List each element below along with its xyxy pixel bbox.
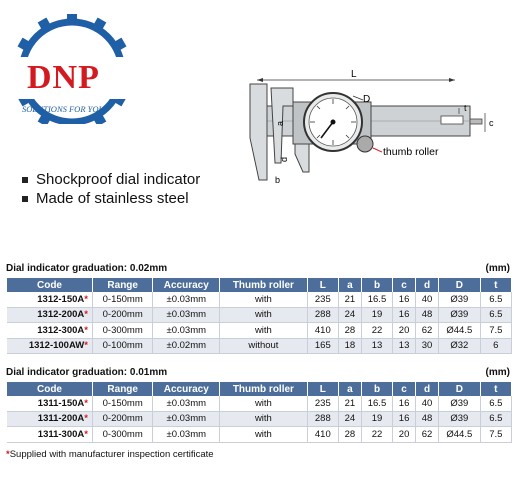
header-cell: b (361, 382, 392, 396)
star-mark: * (6, 449, 10, 460)
bullet-icon (22, 177, 28, 183)
table-header-row (7, 382, 512, 396)
table-cell: ±0.03mm (153, 323, 220, 339)
table-row (7, 411, 512, 427)
dimension-label-t: t (464, 103, 467, 113)
feature-text: Shockproof dial indicator (36, 171, 201, 188)
footnote-text: Supplied with manufacturer inspection certificate (9, 449, 214, 460)
footnote (6, 449, 214, 460)
table-unit: (mm) (485, 263, 510, 274)
table-cell: ±0.02mm (153, 338, 220, 354)
table-cell: 0-150mm (92, 292, 152, 307)
table-cell: 6.5 (480, 396, 511, 411)
table-cell: 16 (393, 411, 416, 427)
table-cell: 6.5 (480, 411, 511, 427)
table-cell: 20 (393, 427, 416, 443)
table-cell: 48 (416, 411, 439, 427)
spec-table-001 (7, 382, 512, 443)
table-cell: 0-300mm (92, 323, 152, 339)
table-cell: with (220, 292, 308, 307)
code-cell: 1311-200A* (7, 411, 92, 427)
header-cell: b (361, 278, 392, 292)
table-row (7, 323, 512, 339)
header-cell: Code (7, 278, 92, 292)
table-cell: 16 (393, 292, 416, 307)
table-cell: with (220, 411, 308, 427)
dimension-label-c: c (489, 118, 494, 128)
table-cell: ±0.03mm (153, 292, 220, 307)
table-cell: Ø44.5 (438, 323, 480, 339)
table-cell: with (220, 323, 308, 339)
table-cell: 6 (480, 338, 511, 354)
table-row (7, 307, 512, 323)
dimension-label-L: L (351, 69, 357, 80)
dimension-label-a: a (275, 120, 285, 126)
header-cell: d (416, 382, 439, 396)
table-cell: 28 (338, 427, 361, 443)
header-cell: c (393, 278, 416, 292)
table-cell: 28 (338, 323, 361, 339)
table-cell: with (220, 396, 308, 411)
table-cell: 40 (416, 292, 439, 307)
code-cell: 1312-300A* (7, 323, 92, 339)
table-cell: 410 (307, 323, 338, 339)
table-cell: ±0.03mm (153, 411, 220, 427)
table-cell: 62 (416, 427, 439, 443)
table-title: Dial indicator graduation: 0.01mm (6, 367, 168, 378)
table-cell: 20 (393, 323, 416, 339)
table-cell: 165 (307, 338, 338, 354)
table-cell: 0-100mm (92, 338, 152, 354)
table-row (7, 292, 512, 307)
code-cell: 1311-300A* (7, 427, 92, 443)
code-cell: 1312-100AW* (7, 338, 92, 354)
table-cell: with (220, 307, 308, 323)
table-cell: 0-300mm (92, 427, 152, 443)
table-cell: 288 (307, 307, 338, 323)
header-cell: a (338, 382, 361, 396)
table-cell: 40 (416, 396, 439, 411)
table-cell: Ø32 (438, 338, 480, 354)
star-mark: * (84, 413, 88, 425)
star-mark: * (84, 324, 88, 336)
header-cell: d (416, 278, 439, 292)
table-cell: 62 (416, 323, 439, 339)
code-cell: 1312-200A* (7, 307, 92, 323)
feature-item (20, 170, 200, 189)
spec-table-002 (7, 278, 512, 354)
dnp-logo (2, 14, 142, 124)
feature-list (20, 170, 200, 208)
table-cell: 21 (338, 396, 361, 411)
table-cell: 13 (361, 338, 392, 354)
header-cell: Range (92, 278, 152, 292)
table-cell: 16.5 (361, 292, 392, 307)
table-cell: 0-200mm (92, 411, 152, 427)
table-cell: 24 (338, 307, 361, 323)
code-cell: 1312-150A* (7, 292, 92, 307)
table-cell: without (220, 338, 308, 354)
table-cell: 48 (416, 307, 439, 323)
table-row (7, 427, 512, 443)
table-cell: Ø39 (438, 411, 480, 427)
header-cell: L (307, 382, 338, 396)
header-cell: Accuracy (153, 382, 220, 396)
table-cell: 19 (361, 411, 392, 427)
table-unit: (mm) (485, 367, 510, 378)
table-title: Dial indicator graduation: 0.02mm (6, 263, 168, 274)
dimension-label-b: b (275, 175, 281, 185)
table-cell: ±0.03mm (153, 307, 220, 323)
table-cell: 22 (361, 323, 392, 339)
table-cell: 16.5 (361, 396, 392, 411)
table-cell: ±0.03mm (153, 427, 220, 443)
header-cell: t (480, 278, 511, 292)
table-cell: 24 (338, 411, 361, 427)
table-cell: 0-200mm (92, 307, 152, 323)
table-cell: 19 (361, 307, 392, 323)
table-cell: 235 (307, 292, 338, 307)
table-cell: 16 (393, 307, 416, 323)
table-cell: 30 (416, 338, 439, 354)
code-cell: 1311-150A* (7, 396, 92, 411)
header-cell: D (438, 278, 480, 292)
table-cell: Ø39 (438, 292, 480, 307)
header-cell: Range (92, 382, 152, 396)
table-cell: 6.5 (480, 292, 511, 307)
table-cell: Ø39 (438, 307, 480, 323)
header-cell: Accuracy (153, 278, 220, 292)
table-cell: 288 (307, 411, 338, 427)
table-row (7, 338, 512, 354)
star-mark: * (84, 293, 88, 305)
table-cell: 6.5 (480, 307, 511, 323)
table-cell: 13 (393, 338, 416, 354)
header-cell: Thumb roller (220, 382, 308, 396)
table-cell: Ø39 (438, 396, 480, 411)
header-cell: Thumb roller (220, 278, 308, 292)
table-cell: 16 (393, 396, 416, 411)
dimension-label-D: D (363, 94, 371, 105)
feature-item (20, 189, 200, 208)
table-cell: 7.5 (480, 427, 511, 443)
header-cell: a (338, 278, 361, 292)
logo-text: DNP (27, 59, 100, 96)
bullet-icon (22, 196, 28, 202)
caliper-drawing (245, 68, 513, 186)
dimension-label-d: d (279, 156, 289, 162)
table-cell: 7.5 (480, 323, 511, 339)
star-mark: * (84, 397, 88, 409)
table-cell: 410 (307, 427, 338, 443)
header-cell: Code (7, 382, 92, 396)
table-header-row (7, 278, 512, 292)
table-cell: 21 (338, 292, 361, 307)
header-cell: L (307, 278, 338, 292)
table-cell: 22 (361, 427, 392, 443)
thumb-roller-label: thumb roller (383, 146, 439, 158)
table-cell: ±0.03mm (153, 396, 220, 411)
header-cell: t (480, 382, 511, 396)
header-cell: D (438, 382, 480, 396)
header-cell: c (393, 382, 416, 396)
table-row (7, 396, 512, 411)
feature-text: Made of stainless steel (36, 190, 189, 207)
logo-slogan: SOLUTIONS FOR YOU (22, 104, 105, 114)
table-cell: 18 (338, 338, 361, 354)
star-mark: * (84, 428, 88, 440)
star-mark: * (84, 340, 88, 352)
table-cell: 235 (307, 396, 338, 411)
table-cell: 0-150mm (92, 396, 152, 411)
table-cell: Ø44.5 (438, 427, 480, 443)
table-cell: with (220, 427, 308, 443)
star-mark: * (84, 309, 88, 321)
